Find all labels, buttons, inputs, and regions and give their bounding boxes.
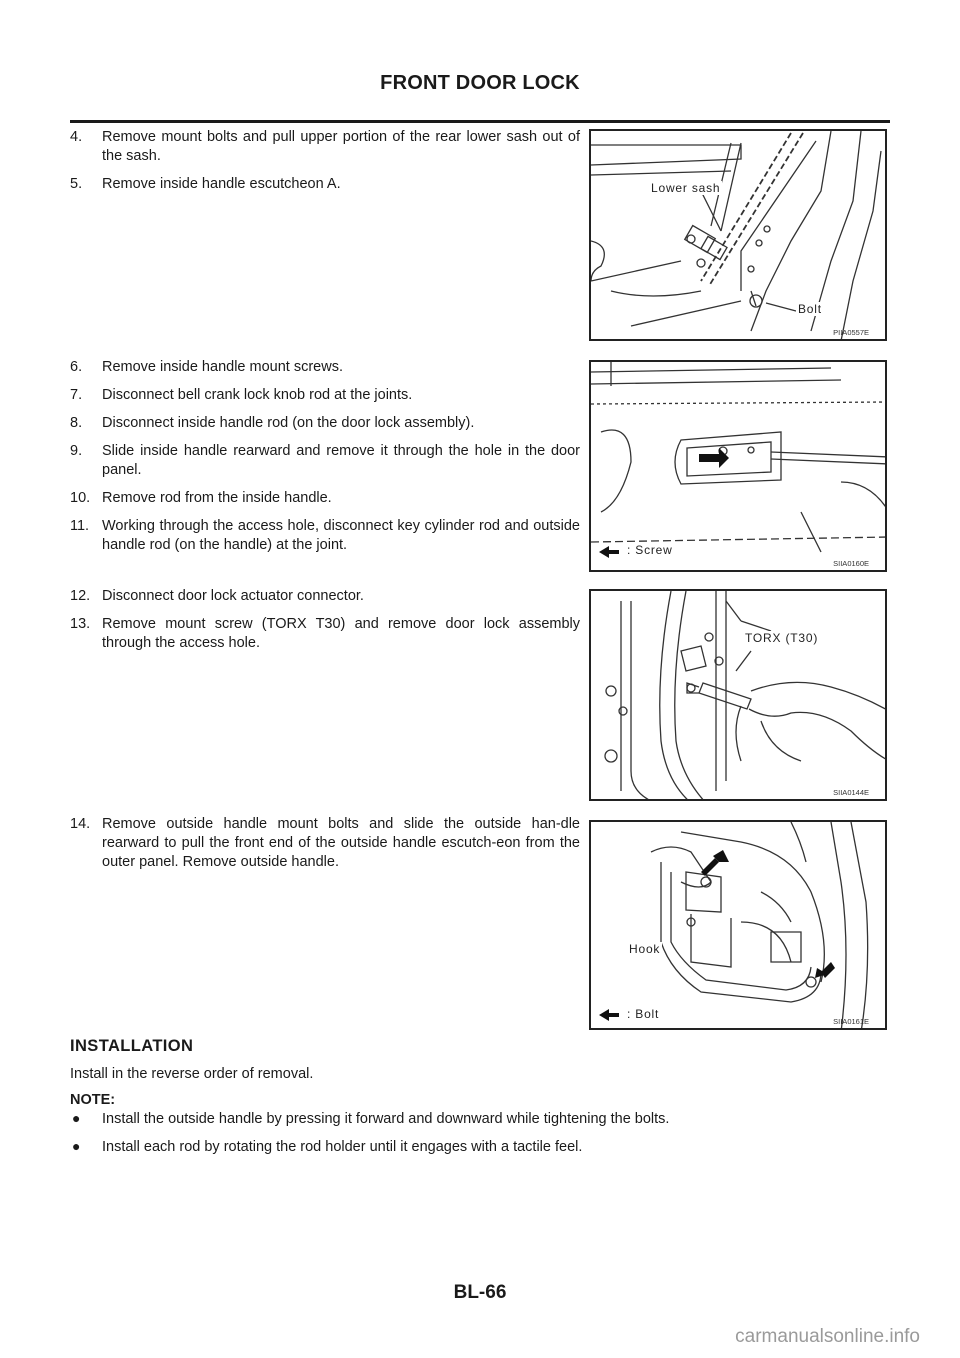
steps-group-4 — [70, 815, 580, 881]
label-hook: Hook — [629, 942, 661, 956]
label-torx-t30: TORX (T30) — [745, 631, 819, 645]
note-item — [70, 1110, 890, 1129]
step-item — [70, 489, 580, 508]
note-list — [70, 1110, 890, 1166]
figure-outside-handle-illustration — [591, 822, 887, 1030]
steps-group-1 — [70, 128, 580, 203]
step-number: 10. — [70, 490, 91, 506]
step-item — [70, 128, 580, 166]
step-text: Disconnect inside handle rod (on the door lock assembly). — [102, 415, 475, 431]
label-bolt: Bolt — [798, 302, 822, 316]
step-item — [70, 358, 580, 377]
step-item — [70, 815, 580, 872]
figure-code: SIIA0144E — [833, 788, 869, 797]
figure-inside-handle — [589, 360, 887, 572]
figure-code: SIIA0160E — [833, 559, 869, 568]
step-text: Remove inside handle mount screws. — [102, 359, 343, 375]
step-item — [70, 517, 580, 555]
step-text: Remove rod from the inside handle. — [102, 490, 332, 506]
page-title: FRONT DOOR LOCK — [380, 72, 580, 94]
note-label: NOTE: — [70, 1092, 116, 1108]
step-number: 13. — [70, 616, 91, 632]
steps-group-2 — [70, 358, 580, 564]
figure-torx — [589, 589, 887, 801]
label-lower-sash: Lower sash — [651, 181, 721, 195]
screw-legend-arrow-icon — [599, 546, 619, 558]
step-text: Disconnect bell crank lock knob rod at the joints. — [102, 387, 413, 403]
bullet-icon: ● — [72, 1138, 81, 1154]
step-text: Remove inside handle escutcheon A. — [102, 176, 341, 192]
section-heading-installation: INSTALLATION — [70, 1037, 194, 1055]
step-number: 5. — [70, 176, 83, 192]
figure-lower-sash — [589, 129, 887, 341]
step-number: 4. — [70, 129, 83, 145]
step-item — [70, 175, 580, 194]
step-number: 11. — [70, 518, 90, 534]
step-number: 8. — [70, 415, 83, 431]
installation-intro: Install in the reverse order of removal. — [70, 1066, 314, 1082]
figure-lower-sash-illustration — [591, 131, 887, 341]
figure-inside-handle-illustration — [591, 362, 887, 572]
legend-bolt: : Bolt — [627, 1007, 660, 1021]
step-text: Remove mount screw (TORX T30) and remove door lock assembly through the access hole. — [102, 616, 580, 651]
step-text: Slide inside handle rearward and remove it through the hole in the door panel. — [102, 443, 580, 478]
legend-screw: : Screw — [627, 543, 673, 557]
bullet-icon: ● — [72, 1110, 81, 1126]
step-item — [70, 442, 580, 480]
step-item — [70, 386, 580, 405]
figure-outside-handle — [589, 820, 887, 1030]
watermark[interactable]: carmanualsonline.info — [735, 1326, 920, 1347]
step-number: 7. — [70, 387, 83, 403]
step-item — [70, 414, 580, 433]
note-text: Install the outside handle by pressing it forward and downward while tightening the bolts. — [102, 1111, 670, 1127]
step-text: Remove mount bolts and pull upper portion of the rear lower sash out of the sash. — [102, 129, 580, 164]
note-item — [70, 1138, 890, 1157]
step-number: 9. — [70, 443, 83, 459]
step-text: Working through the access hole, disconnect key cylinder rod and outside handle rod (on the handle) at the joint. — [102, 518, 580, 553]
steps-group-3 — [70, 587, 580, 662]
step-number: 14. — [70, 816, 91, 832]
header-rule — [70, 120, 890, 123]
page-number: BL-66 — [453, 1282, 507, 1303]
step-item — [70, 615, 580, 653]
step-text: Disconnect door lock actuator connector. — [102, 588, 364, 604]
figure-code: SIIA0161E — [833, 1017, 869, 1026]
step-text: Remove outside handle mount bolts and slide the outside han-dle rearward to pull the front end of the outside handle escutch-eon from the outer panel. Remove outside handle. — [102, 816, 580, 870]
bolt-legend-arrow-icon — [599, 1009, 619, 1021]
step-item — [70, 587, 580, 606]
figure-torx-illustration — [591, 591, 887, 801]
figure-code: PIIA0557E — [833, 328, 869, 337]
step-number: 12. — [70, 588, 91, 604]
step-number: 6. — [70, 359, 83, 375]
note-text: Install each rod by rotating the rod holder until it engages with a tactile feel. — [102, 1139, 583, 1155]
